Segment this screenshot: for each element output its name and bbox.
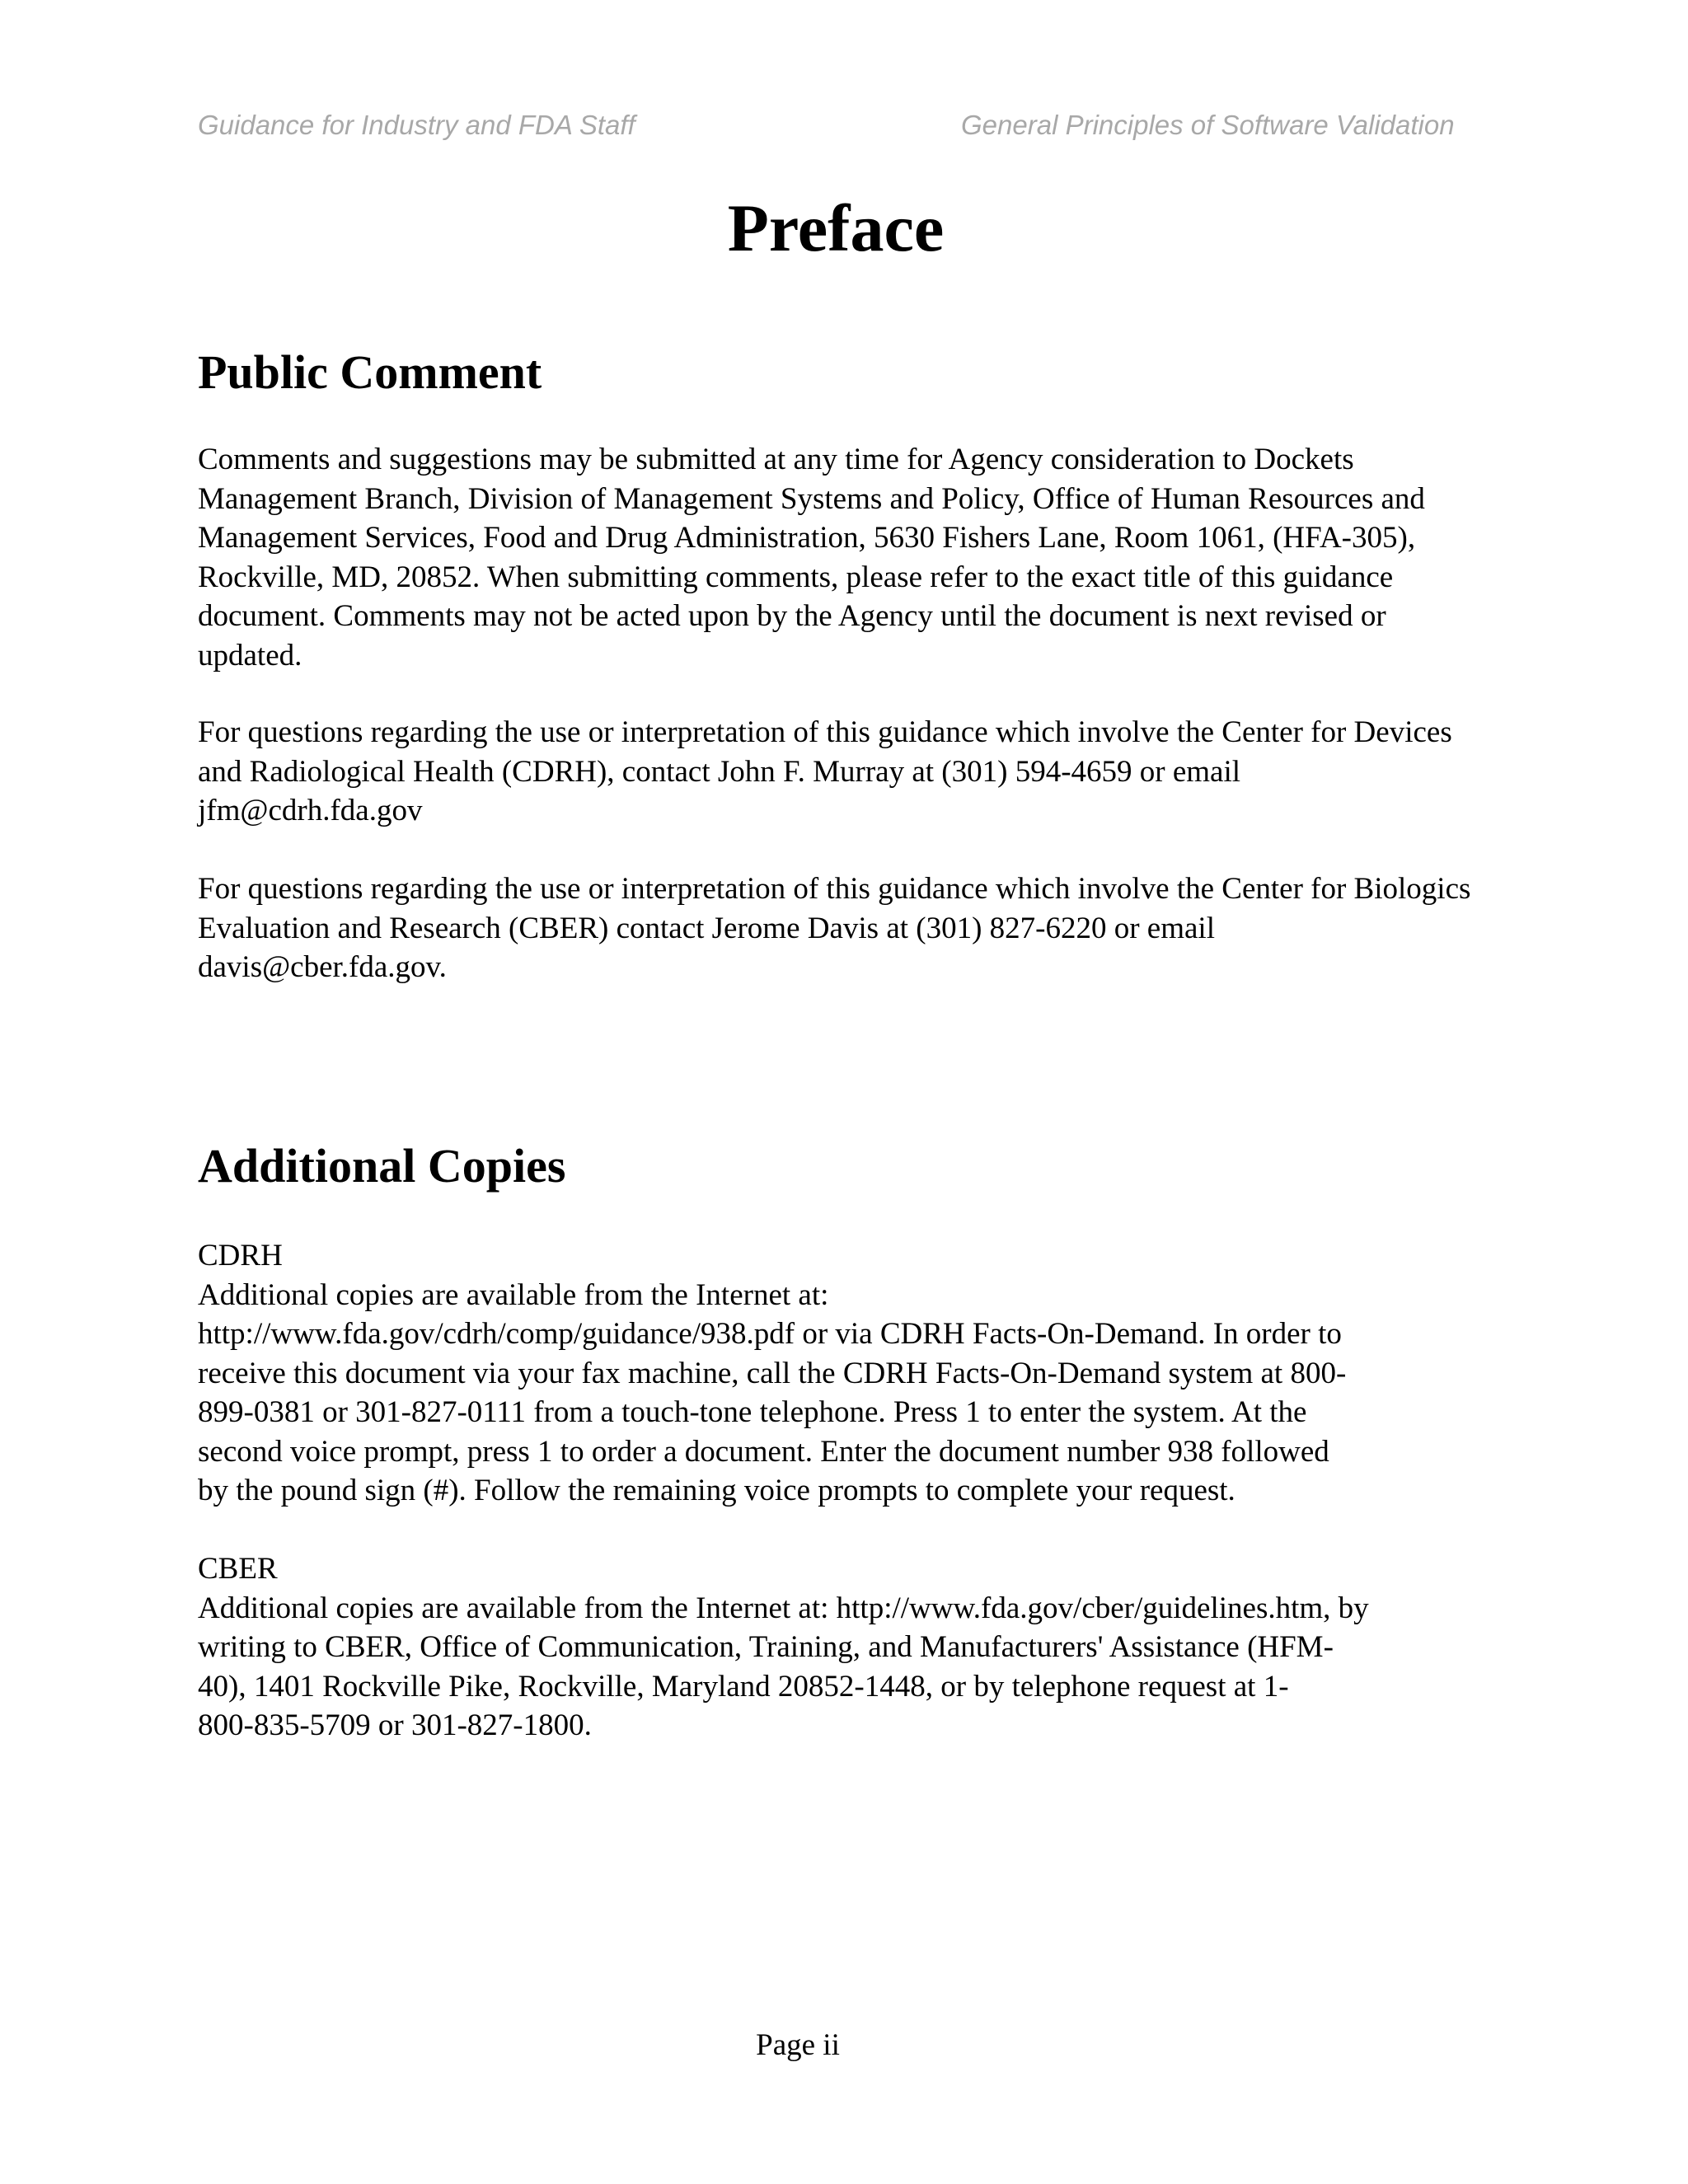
public-comment-paragraph-cber-contact (198, 869, 1470, 987)
text-line: 899-0381 or 301-827-0111 from a touch-tone telephone. Press 1 to enter the system. At the (198, 1395, 1307, 1429)
public-comment-paragraph-cdrh-contact (198, 713, 1452, 831)
text-line: second voice prompt, press 1 to order a document. Enter the document number 938 followed (198, 1434, 1329, 1469)
text-line: Management Branch, Division of Management Systems and Policy, Office of Human Resources and (198, 481, 1425, 516)
text-line: Additional copies are available from the Internet at: (198, 1277, 829, 1312)
text-line: Evaluation and Research (CBER) contact Jerome Davis at (301) 827-6220 or email (198, 911, 1215, 945)
subsection-label-cdrh: CDRH (198, 1239, 283, 1272)
section-heading-additional-copies: Additional Copies (198, 1139, 566, 1193)
additional-copies-cdrh (198, 1236, 1346, 1511)
text-line: writing to CBER, Office of Communication, Training, and Manufacturers' Assistance (HFM- (198, 1630, 1334, 1664)
text-line: http://www.fda.gov/cdrh/comp/guidance/938.pdf or via CDRH Facts-On-Demand. In order to (198, 1317, 1342, 1351)
text-line: Rockville, MD, 20852. When submitting comments, please refer to the exact title of this guidance (198, 560, 1394, 594)
text-line: 800-835-5709 or 301-827-1800. (198, 1708, 592, 1742)
text-line: receive this document via your fax machine, call the CDRH Facts-On-Demand system at 800- (198, 1356, 1347, 1390)
email-address-cdrh: jfm@cdrh.fda.gov (198, 794, 423, 827)
additional-copies-cber (198, 1549, 1369, 1746)
text-line: Additional copies are available from the Internet at: http://www.fda.gov/cber/guidelines.htm, by (198, 1591, 1369, 1625)
email-address-cber: davis@cber.fda.gov. (198, 950, 447, 984)
text-line: Management Services, Food and Drug Administration, 5630 Fishers Lane, Room 1061, (HFA-305), (198, 521, 1416, 555)
text-line: For questions regarding the use or interpretation of this guidance which involve the Center for Devices (198, 715, 1452, 749)
page-title: Preface (727, 190, 945, 265)
page-number: Page ii (756, 2028, 840, 2062)
running-header-right: General Principles of Software Validation (961, 110, 1455, 140)
text-line: updated. (198, 638, 302, 673)
text-line: For questions regarding the use or interpretation of this guidance which involve the Center for Biologics (198, 872, 1471, 906)
text-line: and Radiological Health (CDRH), contact John F. Murray at (301) 594-4659 or email (198, 754, 1241, 789)
running-header-left: Guidance for Industry and FDA Staff (198, 110, 635, 140)
text-line: 40), 1401 Rockville Pike, Rockville, Maryland 20852-1448, or by telephone request at 1- (198, 1669, 1289, 1704)
text-line: by the pound sign (#). Follow the remaining voice prompts to complete your request. (198, 1474, 1236, 1507)
section-heading-public-comment: Public Comment (198, 345, 542, 399)
text-line: document. Comments may not be acted upon by the Agency until the document is next revised or (198, 599, 1386, 633)
subsection-label-cber: CBER (198, 1552, 278, 1586)
text-line: Comments and suggestions may be submitted at any time for Agency consideration to Dockets (198, 443, 1354, 476)
public-comment-paragraph-1 (198, 440, 1425, 675)
